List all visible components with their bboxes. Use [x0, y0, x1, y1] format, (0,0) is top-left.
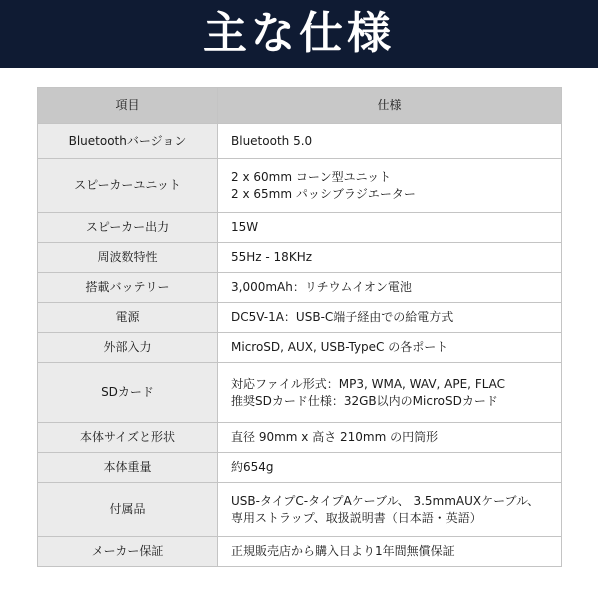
row-label: メーカー保証 [38, 537, 218, 567]
row-label: 付属品 [38, 483, 218, 537]
row-value-line: 約654g [231, 460, 274, 474]
row-value-line: 2 x 65mm パッシブラジエーター [231, 186, 416, 201]
row-value-line: 15W [231, 220, 259, 234]
row-label: 周波数特性 [38, 243, 218, 273]
row-label: 搭載バッテリー [38, 273, 218, 303]
row-value [218, 273, 562, 303]
table-row [38, 363, 562, 423]
row-value-line: 2 x 60mm コーン型ユニット [231, 169, 392, 184]
row-value-line: 推奨SDカード仕様：32GB以内のMicroSDカード [231, 393, 498, 408]
row-label: 外部入力 [38, 333, 218, 363]
table-row [38, 159, 562, 213]
table-row [38, 303, 562, 333]
table-row [38, 273, 562, 303]
row-value [218, 333, 562, 363]
spec-table-body [38, 124, 562, 567]
row-value [218, 453, 562, 483]
table-row [38, 453, 562, 483]
row-value [218, 243, 562, 273]
table-row [38, 333, 562, 363]
table-row [38, 124, 562, 159]
row-label: SDカード [38, 363, 218, 423]
row-value-line: DC5V-1A：USB-C端子経由での給電方式 [231, 310, 454, 324]
table-row [38, 243, 562, 273]
row-value [218, 363, 562, 423]
row-value-line: Bluetooth 5.0 [231, 133, 313, 148]
column-header-spec: 仕様 [218, 88, 562, 124]
row-value-line: 対応ファイル形式：MP3, WMA, WAV, APE, FLAC [231, 376, 506, 391]
row-value-line: 直径 90mm x 高さ 210mm の円筒形 [231, 430, 439, 444]
table-header-row [38, 88, 562, 124]
row-value [218, 213, 562, 243]
row-label: Bluetoothバージョン [38, 124, 218, 159]
row-label: スピーカーユニット [38, 159, 218, 213]
row-value [218, 483, 562, 537]
spec-table [37, 87, 562, 567]
row-value-line: 3,000mAh：リチウムイオン電池 [231, 280, 412, 294]
row-label: 本体サイズと形状 [38, 423, 218, 453]
row-label: スピーカー出力 [38, 213, 218, 243]
page-title: 主な仕様 [203, 8, 395, 59]
table-row [38, 423, 562, 453]
page-header [0, 0, 598, 68]
column-header-item: 項目 [38, 88, 218, 124]
row-value-line: MicroSD, AUX, USB-TypeC の各ポート [231, 340, 449, 354]
row-value-line: 55Hz - 18KHz [231, 250, 313, 264]
row-value-line: 専用ストラップ、取扱説明書（日本語・英語） [231, 510, 482, 525]
row-label: 電源 [38, 303, 218, 333]
row-value [218, 537, 562, 567]
row-label: 本体重量 [38, 453, 218, 483]
row-value [218, 423, 562, 453]
table-row [38, 483, 562, 537]
row-value [218, 124, 562, 159]
row-value [218, 159, 562, 213]
row-value-line: 正規販売店から購入日より1年間無償保証 [231, 544, 455, 558]
row-value-line: USB-タイプC-タイプAケーブル、 3.5mmAUXケーブル、 [231, 493, 540, 508]
row-value [218, 303, 562, 333]
table-row [38, 537, 562, 567]
table-row [38, 213, 562, 243]
